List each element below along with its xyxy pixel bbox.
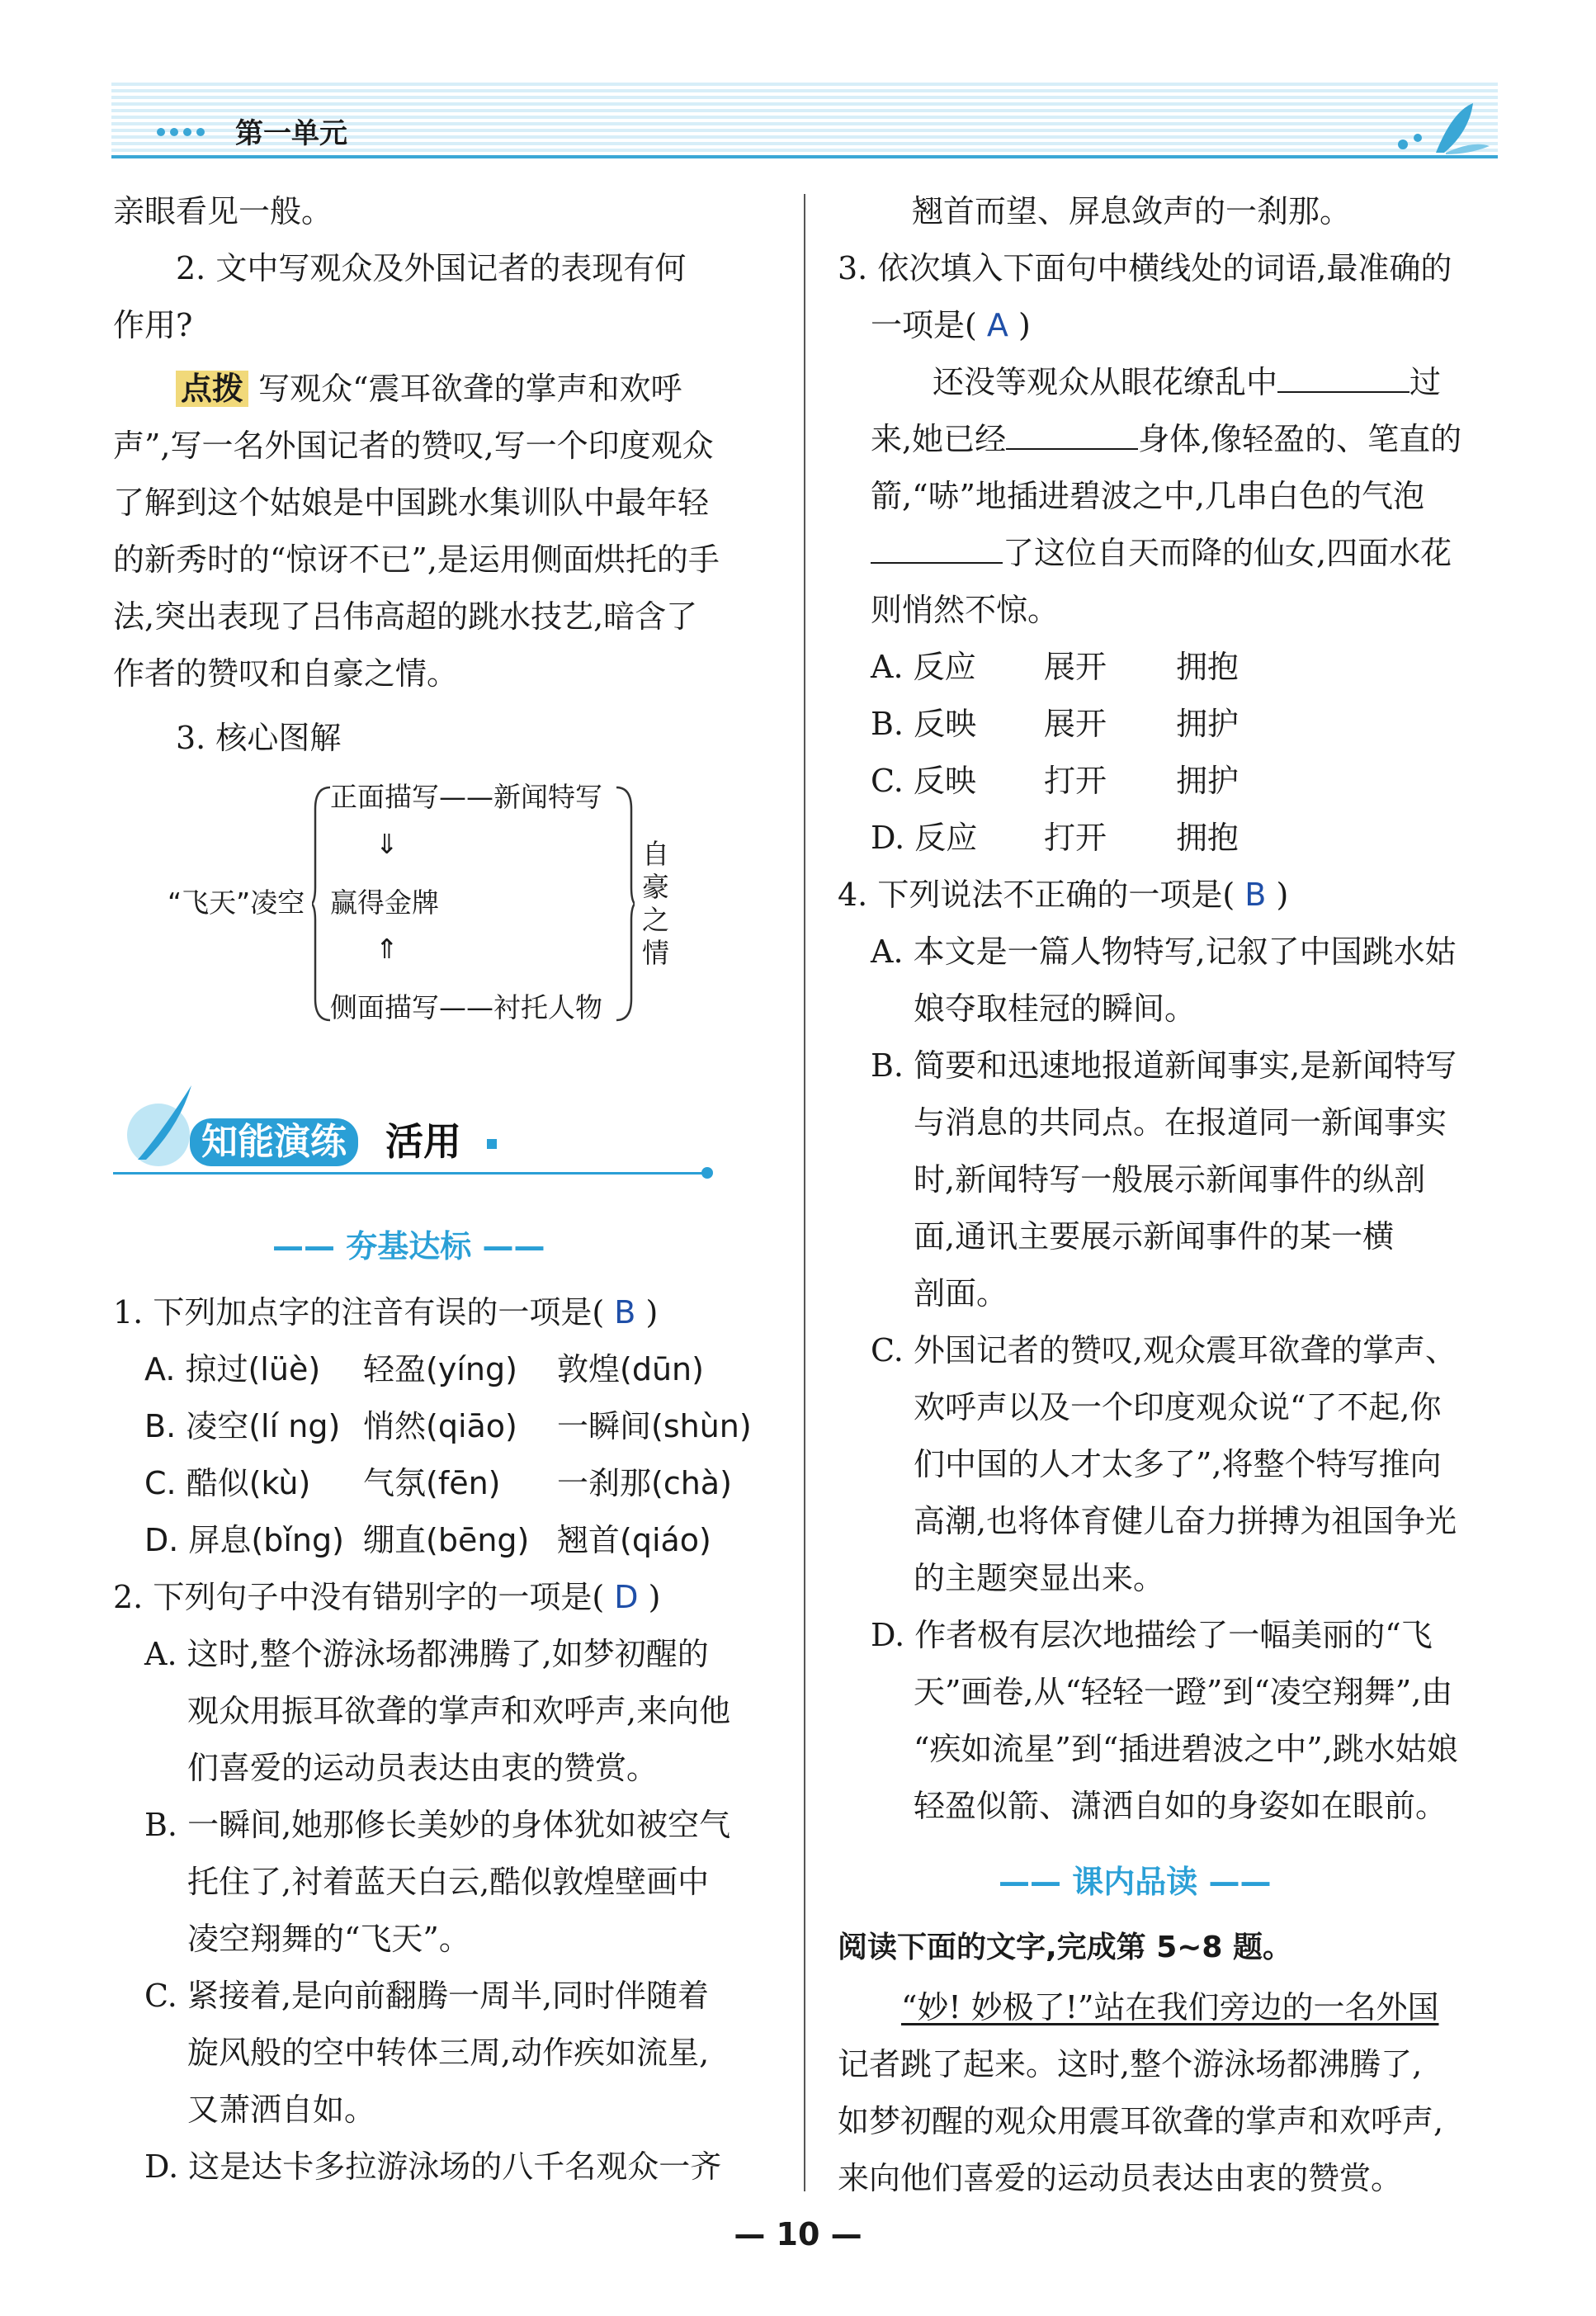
ex2-line: A. 这时,整个游泳场都沸腾了,如梦初醒的 — [144, 1636, 709, 1672]
ex2-line: D. 这是达卡多拉游泳场的八千名观众一齐 — [144, 2148, 722, 2185]
option-cell: 轻盈(yíng) — [363, 1351, 517, 1387]
passage-line — [871, 411, 1461, 468]
ex2-line: B. 一瞬间,她那修长美妙的身体犹如被空气 — [144, 1807, 731, 1843]
option-cell: 打开 — [1044, 763, 1107, 799]
option-cell: 打开 — [1044, 820, 1107, 856]
hint-text: 的新秀时的“惊讶不已”,是运用侧面烘托的手 — [113, 541, 720, 578]
header-dots — [157, 124, 210, 139]
ex2-line: 托住了,衬着蓝天白云,酷似敦煌壁画中 — [187, 1864, 710, 1900]
option-cell: 展开 — [1044, 706, 1107, 742]
down-arrow-icon: ⇓ — [375, 828, 399, 860]
question-3-answer: A — [986, 307, 1008, 343]
option-cell: 气氛(fēn) — [363, 1465, 501, 1501]
q4-line: 欢呼声以及一个印度观众说“了不起,你 — [914, 1389, 1442, 1425]
passage-text: 还没等观众从眼花缭乱中 — [933, 364, 1278, 400]
q4-line: 娘夺取桂冠的瞬间。 — [914, 990, 1197, 1027]
q4-line: D. 作者极有层次地描绘了一幅美丽的“飞 — [871, 1617, 1433, 1653]
passage-line: 记者跳了起来。这时,整个游泳场都沸腾了, — [838, 2046, 1423, 2082]
fill-blank — [1277, 362, 1409, 393]
passage-text: 来,她已经 — [871, 421, 1007, 457]
ex2-line: 们喜爱的运动员表达由衷的赞赏。 — [187, 1750, 659, 1786]
q4-line: C. 外国记者的赞叹,观众震耳欲聋的掌声、 — [871, 1332, 1457, 1368]
diagram-right: 自豪之情 — [642, 838, 669, 969]
subsection-title: —— 课内品读 —— — [999, 1864, 1272, 1900]
hint-text: 声”,写一名外国记者的赞叹,写一个印度观众 — [113, 428, 714, 464]
option-cell: B. 反映 — [871, 706, 977, 742]
option-cell: C. 反映 — [871, 763, 976, 799]
reading-instruction: 阅读下面的文字,完成第 5~8 题。 — [838, 1931, 1293, 1964]
option-cell: 拥护 — [1176, 706, 1239, 742]
q4-line: 轻盈似箭、潇洒自如的身姿如在眼前。 — [914, 1788, 1447, 1824]
question-2-title-cont: 作用? — [113, 307, 193, 343]
section-title: 活用 — [385, 1119, 461, 1164]
ex2-line: 又萧洒自如。 — [187, 2091, 376, 2128]
diagram-bottom: 侧面描写——衬托人物 — [330, 991, 602, 1023]
exercise-1 — [113, 1284, 658, 1341]
page-number: — 10 — — [734, 2216, 862, 2252]
question-4-answer: B — [1244, 877, 1267, 913]
q4-line: 时,新闻特写一般展示新闻事件的纵剖 — [914, 1161, 1426, 1198]
question-4 — [838, 867, 1288, 924]
q4-line: B. 简要和迅速地报道新闻事实,是新闻特写 — [871, 1047, 1457, 1084]
passage-line: 来向他们喜爱的运动员表达由衷的赞赏。 — [838, 2160, 1403, 2196]
passage-line — [871, 525, 1452, 582]
q4-line: 高潮,也将体育健儿奋力拼搏为祖国争光 — [914, 1503, 1457, 1539]
section-title-badge: 知能演练 — [190, 1118, 358, 1166]
passage-text: 过 — [1409, 364, 1442, 400]
question-2-title: 2. 文中写观众及外国记者的表现有何 — [176, 250, 687, 286]
rule-dot-icon — [701, 1167, 713, 1179]
option-cell: A. 掠过(lüè) — [144, 1351, 321, 1387]
ex2-line: 凌空翔舞的“飞天”。 — [187, 1921, 470, 1957]
option-cell: B. 凌空(lí ng) — [144, 1408, 341, 1444]
leaf-icon — [1395, 95, 1494, 157]
question-3-stem: 3. 依次填入下面句中横线处的词语,最准确的 — [838, 250, 1452, 286]
option-cell: D. 反应 — [871, 820, 978, 856]
text-line: 翘首而望、屏息敛声的一刹那。 — [912, 193, 1352, 229]
exercise-1-stem: 1. 下列加点字的注音有误的一项是( — [113, 1294, 605, 1331]
passage-line: 则悄然不惊。 — [871, 592, 1060, 628]
option-cell: 敦煌(dūn) — [557, 1351, 704, 1387]
left-brace — [312, 784, 332, 1023]
square-icon — [487, 1139, 497, 1149]
column-divider — [804, 194, 805, 2191]
hint-text: 写观众“震耳欲聋的掌声和欢呼 — [258, 371, 682, 407]
option-cell: 展开 — [1044, 649, 1107, 685]
option-cell: 拥抱 — [1176, 820, 1239, 856]
exercise-2-stem: 2. 下列句子中没有错别字的一项是( — [113, 1579, 605, 1615]
q4-line: 与消息的共同点。在报道同一新闻事实 — [914, 1104, 1447, 1141]
option-cell: 拥抱 — [1176, 649, 1239, 685]
option-cell: D. 屏息(bǐng) — [144, 1522, 344, 1558]
q4-line: 的主题突显出来。 — [914, 1560, 1165, 1596]
exercise-1-answer: B — [614, 1294, 636, 1331]
section-rule — [113, 1172, 707, 1175]
question-3-close: ) — [1018, 307, 1031, 343]
option-cell: 拥护 — [1176, 763, 1239, 799]
option-cell: 悄然(qiāo) — [363, 1408, 517, 1444]
exercise-2 — [113, 1569, 660, 1626]
exercise-1-close: ) — [645, 1294, 659, 1331]
passage-line: 箭,“哧”地插进碧波之中,几串白色的气泡 — [871, 478, 1425, 514]
q4-line: 剖面。 — [914, 1275, 1008, 1312]
diagram-middle: 赢得金牌 — [330, 886, 439, 919]
option-cell: 一刹那(chà) — [557, 1465, 732, 1501]
hint-text: 作者的赞叹和自豪之情。 — [113, 655, 459, 692]
option-cell: 翘首(qiáo) — [557, 1522, 711, 1558]
exercise-2-answer: D — [614, 1579, 639, 1615]
fill-blank — [1006, 418, 1138, 450]
question-3-stem-cont — [871, 297, 1031, 354]
hint-line — [176, 361, 682, 418]
diagram-top: 正面描写——新闻特写 — [330, 781, 602, 813]
hint-badge: 点拨 — [176, 371, 248, 407]
right-brace — [615, 784, 635, 1023]
hint-text: 了解到这个姑娘是中国跳水集训队中最年轻 — [113, 484, 710, 521]
underlined-text: “妙! 妙极了!”站在我们旁边的一名外国 — [901, 1989, 1439, 2025]
passage-line — [933, 354, 1441, 411]
ex2-line: C. 紧接着,是向前翻腾一周半,同时伴随着 — [144, 1978, 710, 2014]
option-cell: 绷直(bēng) — [363, 1522, 530, 1558]
passage-line: 如梦初醒的观众用震耳欲聋的掌声和欢呼声, — [838, 2103, 1444, 2139]
unit-title: 第一单元 — [235, 117, 347, 150]
q4-line: A. 本文是一篇人物特写,记叙了中国跳水姑 — [871, 933, 1457, 970]
question-4-stem: 4. 下列说法不正确的一项是( — [838, 877, 1235, 913]
up-arrow-icon: ⇑ — [375, 933, 399, 965]
q4-line: 面,通讯主要展示新闻事件的某一横 — [914, 1218, 1395, 1255]
option-cell: 一瞬间(shùn) — [557, 1408, 752, 1444]
question-3-open: 一项是( — [871, 307, 977, 343]
fill-blank — [871, 532, 1003, 564]
subsection-title: —— 夯基达标 —— — [272, 1228, 545, 1264]
question-4-close: ) — [1276, 877, 1289, 913]
passage-text: 了这位自天而降的仙女,四面水花 — [1003, 535, 1452, 571]
hint-text: 法,突出表现了吕伟高超的跳水技艺,暗含了 — [113, 598, 698, 635]
header-rule — [111, 155, 1498, 158]
diagram-root: “飞天”凌空 — [168, 886, 305, 919]
ex2-line: 观众用振耳欲聋的掌声和欢呼声,来向他 — [187, 1693, 731, 1729]
option-cell: A. 反应 — [871, 649, 976, 685]
passage-text: 身体,像轻盈的、笔直的 — [1138, 421, 1462, 457]
q4-line: “疾如流星”到“插进碧波之中”,跳水姑娘 — [914, 1731, 1458, 1767]
passage-line — [901, 1979, 1438, 2036]
q4-line: 天”画卷,从“轻轻一蹬”到“凌空翔舞”,由 — [914, 1674, 1453, 1710]
ex2-line: 旋风般的空中转体三周,动作疾如流星, — [187, 2035, 710, 2071]
text-line: 亲眼看见一般。 — [113, 193, 333, 229]
option-cell: C. 酷似(kù) — [144, 1465, 311, 1501]
q4-line: 们中国的人才太多了”,将整个特写推向 — [914, 1446, 1442, 1482]
question-3-title: 3. 核心图解 — [176, 720, 342, 756]
exercise-2-close: ) — [648, 1579, 661, 1615]
